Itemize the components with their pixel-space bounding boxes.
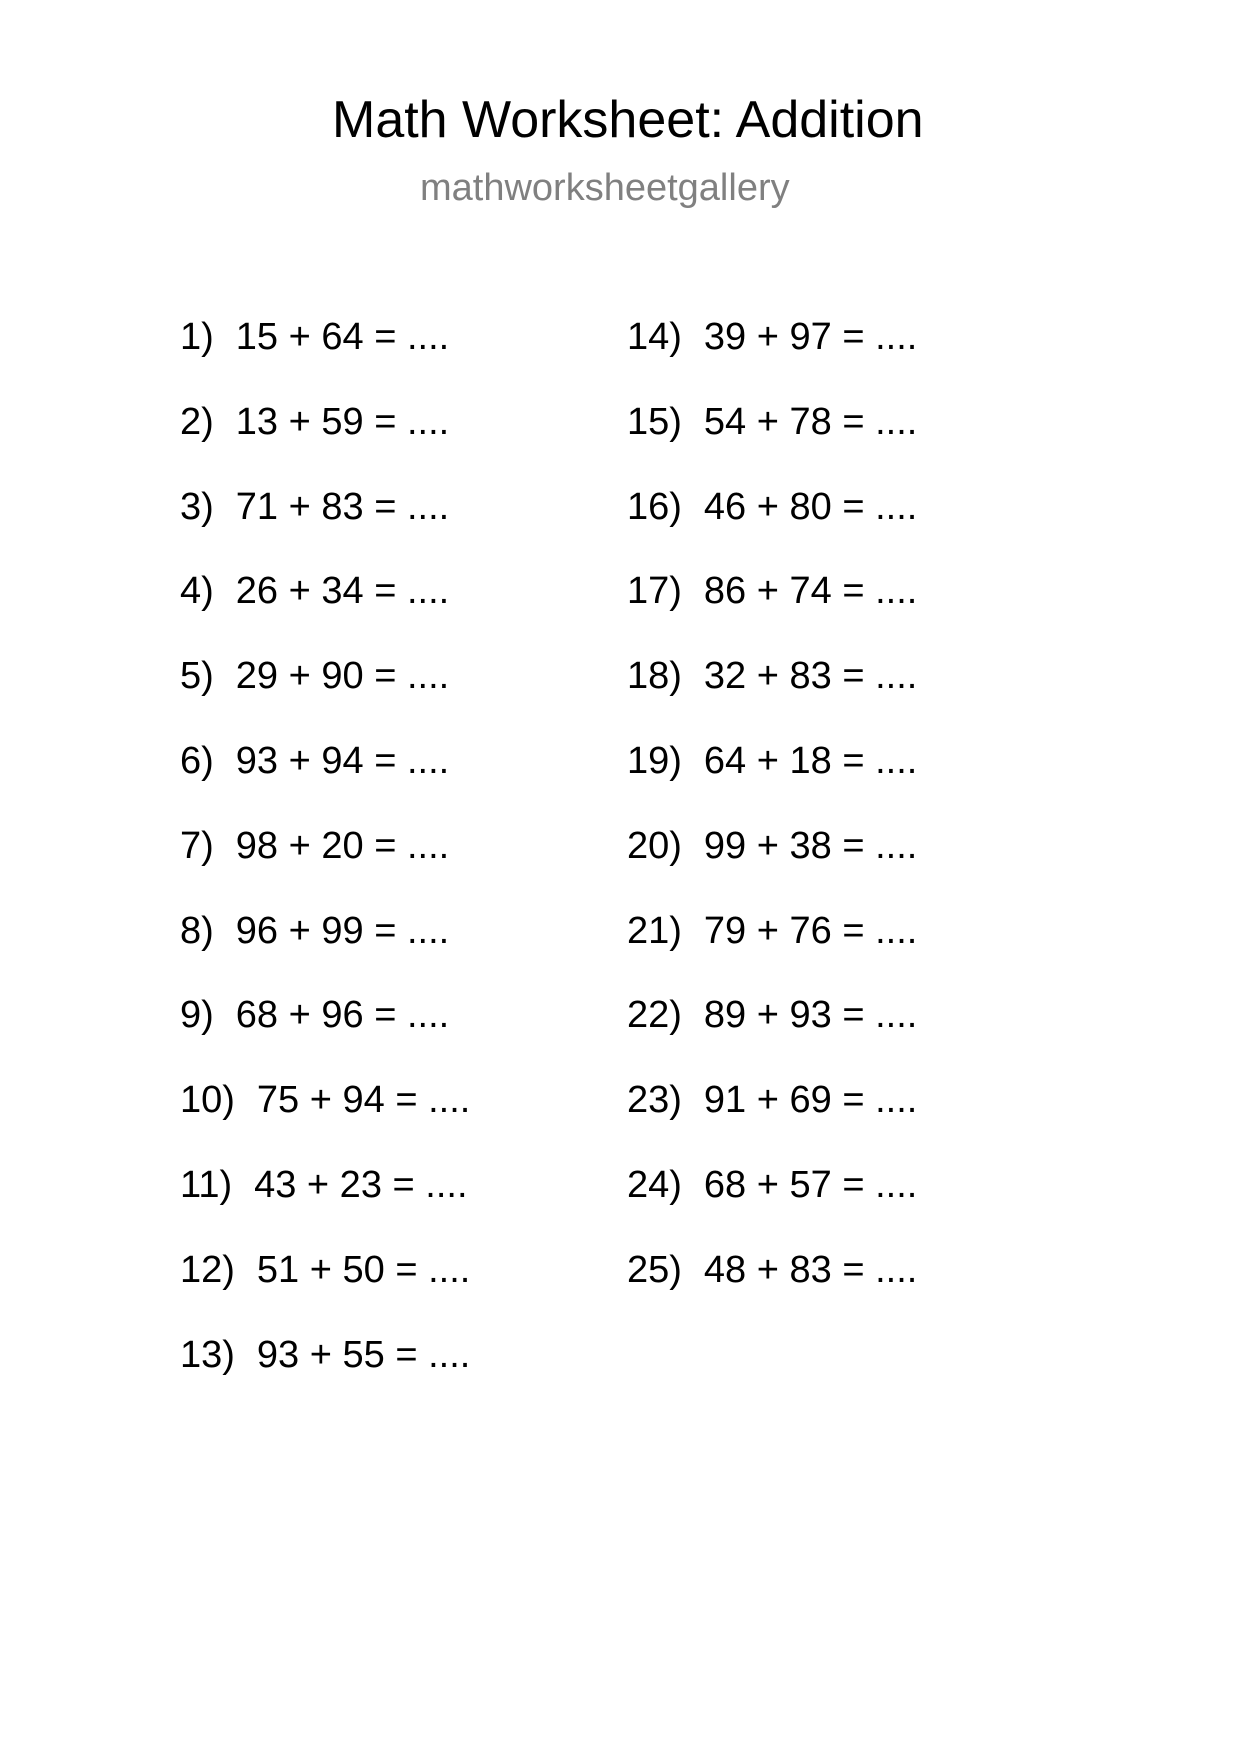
answer-blank: ....: [428, 1248, 471, 1291]
problem-number: 13): [180, 1333, 235, 1376]
problem-expression: 64 + 18 =: [703, 739, 865, 782]
problem-item: [627, 736, 917, 821]
answer-blank: ....: [875, 1248, 918, 1291]
problem-item: [180, 1330, 470, 1415]
problem-expression: 89 + 93 =: [703, 994, 865, 1037]
problem-expression: 75 + 94 =: [256, 1079, 418, 1122]
problem-number: 4): [180, 570, 214, 613]
problem-number: 21): [627, 909, 682, 952]
answer-blank: ....: [406, 570, 450, 613]
answer-blank: ....: [406, 824, 450, 867]
problem-expression: 54 + 78 =: [703, 400, 865, 443]
answer-blank: ....: [425, 1163, 468, 1206]
problem-number: 7): [180, 824, 214, 867]
problem-number: 25): [627, 1248, 682, 1291]
problem-number: 9): [180, 994, 214, 1037]
problem-item: [627, 397, 917, 482]
answer-blank: ....: [875, 400, 918, 443]
problem-item: [180, 566, 470, 651]
problem-item: [180, 482, 470, 567]
answer-blank: ....: [406, 316, 450, 358]
problem-expression: 46 + 80 =: [703, 485, 865, 528]
answer-blank: ....: [875, 1079, 918, 1122]
problem-item: [627, 1245, 917, 1330]
answer-blank: ....: [406, 994, 450, 1037]
problem-item: [627, 990, 917, 1075]
answer-blank: ....: [875, 570, 918, 613]
problem-number: 18): [627, 655, 682, 698]
problem-number: 3): [180, 485, 214, 528]
answer-blank: ....: [875, 909, 918, 952]
problem-item: [180, 651, 470, 736]
problem-item: [180, 1075, 470, 1160]
problem-number: 19): [627, 739, 682, 782]
problem-expression: 79 + 76 =: [703, 909, 865, 952]
problem-expression: 93 + 94 =: [235, 739, 397, 782]
problem-item: [180, 821, 470, 906]
problem-number: 17): [627, 570, 682, 613]
answer-blank: ....: [875, 824, 918, 867]
problem-number: 20): [627, 824, 682, 867]
problem-number: 11): [180, 1163, 233, 1206]
problem-expression: 93 + 55 =: [256, 1333, 418, 1376]
page-title: Math Worksheet: Addition: [332, 91, 924, 149]
problem-expression: 29 + 90 =: [235, 655, 397, 698]
problem-item: [627, 482, 917, 567]
problem-number: 24): [627, 1163, 682, 1206]
problem-item: [627, 821, 917, 906]
problem-number: 10): [180, 1079, 235, 1122]
problem-expression: 96 + 99 =: [235, 909, 397, 952]
problem-expression: 68 + 96 =: [235, 994, 397, 1037]
problem-item: [180, 736, 470, 821]
answer-blank: ....: [875, 994, 918, 1037]
problem-column-right: [627, 312, 917, 1330]
problem-item: [627, 1075, 917, 1160]
answer-blank: ....: [406, 739, 450, 782]
answer-blank: ....: [428, 1079, 471, 1122]
problem-item: [627, 312, 917, 397]
problem-column-left: [180, 312, 470, 1414]
problem-number: 15): [627, 400, 682, 443]
answer-blank: ....: [406, 400, 450, 443]
problem-expression: 15 + 64 =: [235, 316, 397, 358]
answer-blank: ....: [875, 655, 918, 698]
problem-number: 2): [180, 400, 214, 443]
answer-blank: ....: [406, 655, 450, 698]
problem-item: [627, 906, 917, 991]
problem-expression: 43 + 23 =: [254, 1163, 415, 1206]
problem-number: 16): [627, 485, 682, 528]
answer-blank: ....: [406, 909, 450, 952]
answer-blank: ....: [406, 485, 450, 528]
problem-number: 6): [180, 739, 214, 782]
problem-item: [180, 1245, 470, 1330]
problem-number: 12): [180, 1248, 235, 1291]
problem-expression: 68 + 57 =: [703, 1163, 865, 1206]
problem-number: 1): [180, 316, 214, 358]
problem-item: [627, 651, 917, 736]
problem-item: [627, 566, 917, 651]
problem-expression: 48 + 83 =: [703, 1248, 865, 1291]
problem-expression: 26 + 34 =: [235, 570, 397, 613]
problem-expression: 39 + 97 =: [703, 316, 865, 358]
problem-item: [627, 1160, 917, 1245]
problem-item: [180, 312, 470, 397]
problem-expression: 91 + 69 =: [703, 1079, 865, 1122]
problem-expression: 71 + 83 =: [235, 485, 397, 528]
answer-blank: ....: [875, 1163, 918, 1206]
problem-item: [180, 906, 470, 991]
problem-number: 22): [627, 994, 682, 1037]
page-subtitle: mathworksheetgallery: [420, 167, 790, 209]
problem-number: 5): [180, 655, 214, 698]
problem-expression: 86 + 74 =: [703, 570, 865, 613]
problem-number: 14): [627, 316, 682, 358]
problem-number: 23): [627, 1079, 682, 1122]
problem-expression: 51 + 50 =: [256, 1248, 418, 1291]
problem-expression: 98 + 20 =: [235, 824, 397, 867]
problem-number: 8): [180, 909, 214, 952]
problem-item: [180, 1160, 470, 1245]
problem-item: [180, 397, 470, 482]
answer-blank: ....: [875, 739, 918, 782]
answer-blank: ....: [428, 1333, 471, 1376]
answer-blank: ....: [875, 485, 918, 528]
problem-expression: 13 + 59 =: [235, 400, 397, 443]
answer-blank: ....: [875, 316, 918, 358]
problem-expression: 32 + 83 =: [703, 655, 865, 698]
problem-item: [180, 990, 470, 1075]
problem-expression: 99 + 38 =: [703, 824, 865, 867]
